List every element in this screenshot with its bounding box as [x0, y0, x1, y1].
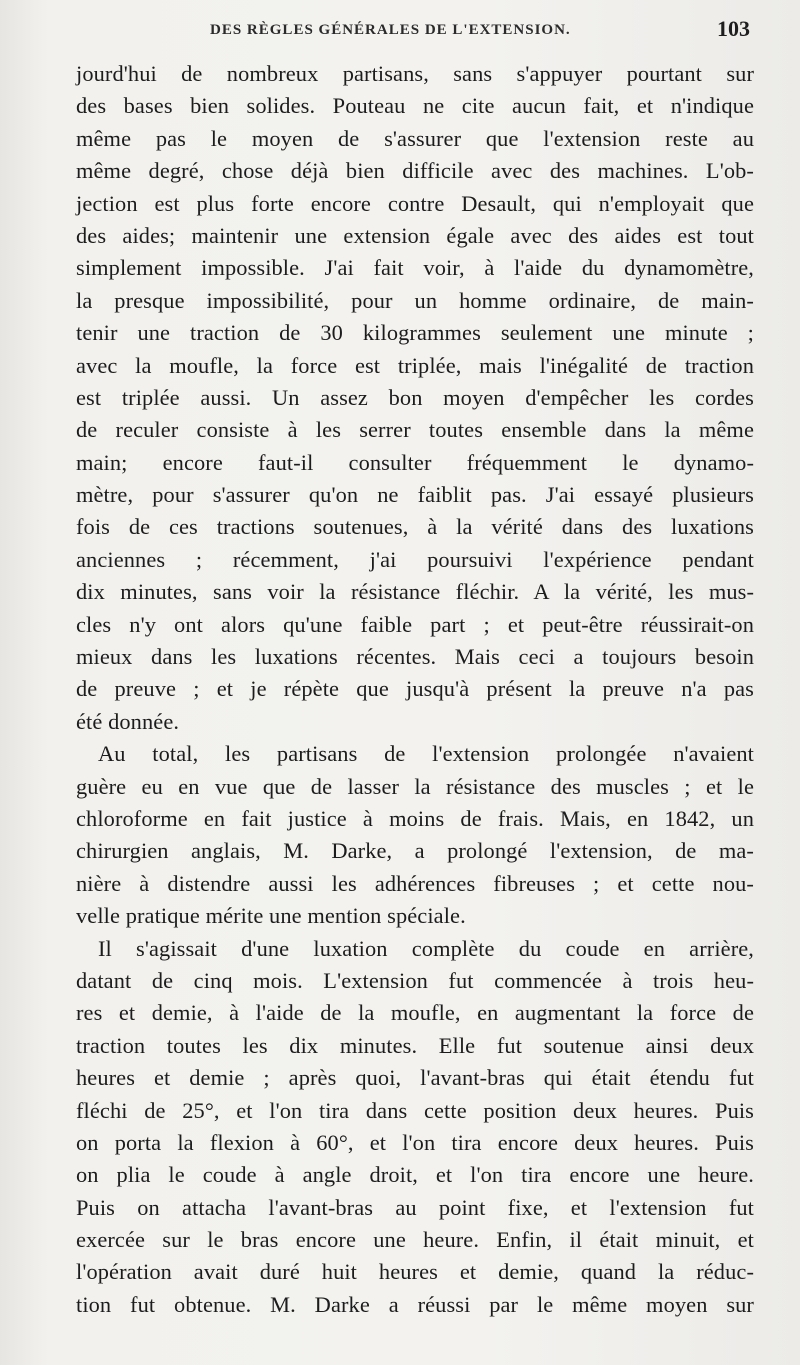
- text-line: mieux dans les luxations récentes. Mais ceci a toujours besoin: [76, 644, 754, 670]
- text-line: des aides; maintenir une extension égale avec des aides est tout: [76, 222, 754, 248]
- text-line: des bases bien solides. Pouteau ne cite aucun fait, et n'indique: [76, 93, 754, 119]
- text-line: jourd'hui de nombreux partisans, sans s'appuyer pourtant sur: [76, 61, 754, 86]
- text-line: jection est plus forte encore contre Desault, qui n'employait que: [76, 190, 754, 216]
- text-line: l'opération avait duré huit heures et demie, quand la réduc-: [76, 1259, 754, 1285]
- text-line: de reculer consiste à les serrer toutes ensemble dans la même: [76, 417, 754, 443]
- text-line: nière à distendre aussi les adhérences fibreuses ; et cette nou-: [76, 870, 754, 896]
- text-line: Il s'agissait d'une luxation complète du coude en arrière,: [98, 935, 754, 961]
- text-line: même pas le moyen de s'assurer que l'extension reste au: [76, 125, 754, 151]
- text-line: tenir une traction de 30 kilogrammes seulement une minute ;: [76, 320, 754, 346]
- running-head: DES RÈGLES GÉNÉRALES DE L'EXTENSION.: [210, 22, 571, 38]
- text-line: tion fut obtenue. M. Darke a réussi par le même moyen sur: [76, 1291, 754, 1317]
- text-line: est triplée aussi. Un assez bon moyen d'empêcher les cordes: [76, 384, 754, 410]
- text-line: Puis on attacha l'avant-bras au point fixe, et l'extension fut: [76, 1194, 754, 1220]
- text-line: cles n'y ont alors qu'une faible part ; et peut-être réussirait-on: [76, 611, 754, 637]
- text-line: même degré, chose déjà bien difficile avec des machines. L'ob-: [76, 158, 754, 184]
- page-header: [78, 14, 750, 48]
- text-line: la presque impossibilité, pour un homme ordinaire, de main-: [76, 287, 754, 313]
- text-line: avec la moufle, la force est triplée, mais l'inégalité de traction: [76, 352, 754, 378]
- text-line: datant de cinq mois. L'extension fut commencée à trois heu-: [76, 967, 754, 993]
- text-line: Au total, les partisans de l'extension prolongée n'avaient: [98, 741, 754, 767]
- text-line: velle pratique mérite une mention spéciale.: [76, 903, 466, 929]
- text-line: chirurgien anglais, M. Darke, a prolongé l'extension, de ma-: [76, 838, 754, 864]
- text-line: mètre, pour s'assurer qu'on ne faiblit pas. J'ai essayé plusieurs: [76, 482, 754, 508]
- page-number: 103: [717, 16, 750, 41]
- text-line: guère eu en vue que de lasser la résistance des muscles ; et le: [76, 773, 754, 799]
- text-line: chloroforme en fait justice à moins de frais. Mais, en 1842, un: [76, 805, 754, 831]
- text-line: anciennes ; récemment, j'ai poursuivi l'expérience pendant: [76, 546, 754, 572]
- text-line: main; encore faut-il consulter fréquemment le dynamo-: [76, 449, 754, 475]
- text-line: traction toutes les dix minutes. Elle fut soutenue ainsi deux: [76, 1032, 754, 1058]
- text-line: simplement impossible. J'ai fait voir, à l'aide du dynamomètre,: [76, 255, 754, 281]
- text-line: fléchi de 25°, et l'on tira dans cette position deux heures. Puis: [76, 1097, 754, 1123]
- text-line: on porta la flexion à 60°, et l'on tira encore deux heures. Puis: [76, 1129, 754, 1155]
- text-line: heures et demie ; après quoi, l'avant-bras qui était étendu fut: [76, 1065, 754, 1091]
- text-line: été donnée.: [76, 708, 180, 734]
- text-line: dix minutes, sans voir la résistance fléchir. A la vérité, les mus-: [76, 579, 754, 605]
- text-line: fois de ces tractions soutenues, à la vérité dans des luxations: [76, 514, 754, 540]
- text-line: res et demie, à l'aide de la moufle, en augmentant la force de: [76, 1000, 754, 1026]
- text-line: exercée sur le bras encore une heure. Enfin, il était minuit, et: [76, 1227, 754, 1253]
- text-line: de preuve ; et je répète que jusqu'à présent la preuve n'a pas: [76, 676, 754, 702]
- text-line: on plia le coude à angle droit, et l'on tira encore une heure.: [76, 1162, 754, 1188]
- body-text: [76, 58, 754, 1321]
